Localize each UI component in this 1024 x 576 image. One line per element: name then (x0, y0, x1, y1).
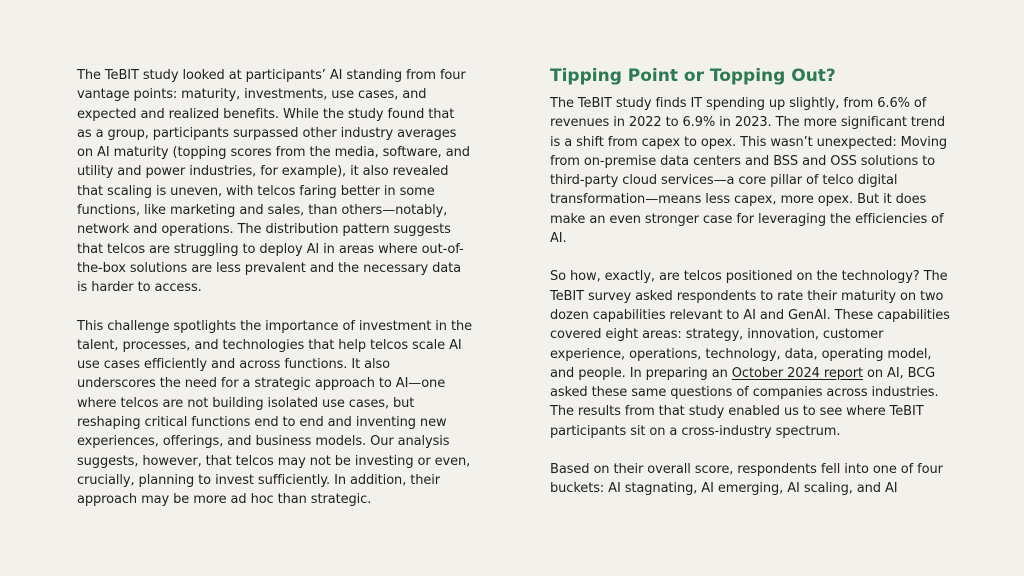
section-heading: Tipping Point or Topping Out? (550, 66, 836, 86)
paragraph-spacer (550, 248, 955, 267)
body-paragraph: The TeBIT study finds IT spending up slightly, from 6.6% of revenues in 2022 to 6.9% in 2023. The more significant trend is a shift from capex to opex. This wasn’t unexpected: Moving from on-premise data centers and BSS and OSS solutions to third-party cloud services—a core pillar of telco digital transformation—means less capex, more opex. But it does make an even stronger case for leveraging the efficiencies of AI. (550, 96, 948, 247)
paragraph-spacer (550, 441, 955, 460)
body-paragraph-with-link (550, 267, 955, 441)
paragraph-text: So how, exactly, are telcos positioned on the technology? The TeBIT survey asked respondents to rate their maturity on two dozen capabilities relevant to AI and GenAI. These capabilities covered eight areas: strategy, innovation, customer experience, operations, technology, data, operating model, and people. In preparing an (550, 269, 950, 381)
body-paragraph: The TeBIT study looked at participants’ AI standing from four vantage points: maturity, investments, use cases, and expected and realized benefits. While the study found that as a group, participants surpassed other industry averages on AI maturity (topping scores from the media, software, and utility and power industries, for example), it also revealed that scaling is uneven, with telcos faring better in some functions, like marketing and sales, than others—notably, network and operations. The distribution pattern suggests that telcos are struggling to deploy AI in areas where out-of-the-box solutions are less prevalent and the necessary data is harder to access. (77, 68, 470, 296)
left-column (77, 66, 472, 510)
report-link[interactable]: October 2024 report (731, 365, 863, 381)
paragraph-spacer (77, 298, 472, 317)
right-column (550, 66, 955, 499)
body-paragraph: Based on their overall score, respondents fell into one of four buckets: AI stagnating, AI emerging, AI scaling, and AI (550, 462, 943, 497)
paragraph-text: on AI, BCG asked these same questions of companies across industries. The results from that study enabled us to see where TeBIT participants sit on a cross-industry spectrum. (550, 365, 939, 439)
body-paragraph: This challenge spotlights the importance of investment in the talent, processes, and technologies that help telcos scale AI use cases efficiently and across functions. It also underscores the need for a strategic approach to AI—one where telcos are not building isolated use cases, but reshaping critical functions end to end and inventing new experiences, offerings, and business models. Our analysis suggests, however, that telcos may not be investing or even, crucially, planning to invest sufficiently. In addition, their approach may be more ad hoc than strategic. (77, 318, 472, 508)
